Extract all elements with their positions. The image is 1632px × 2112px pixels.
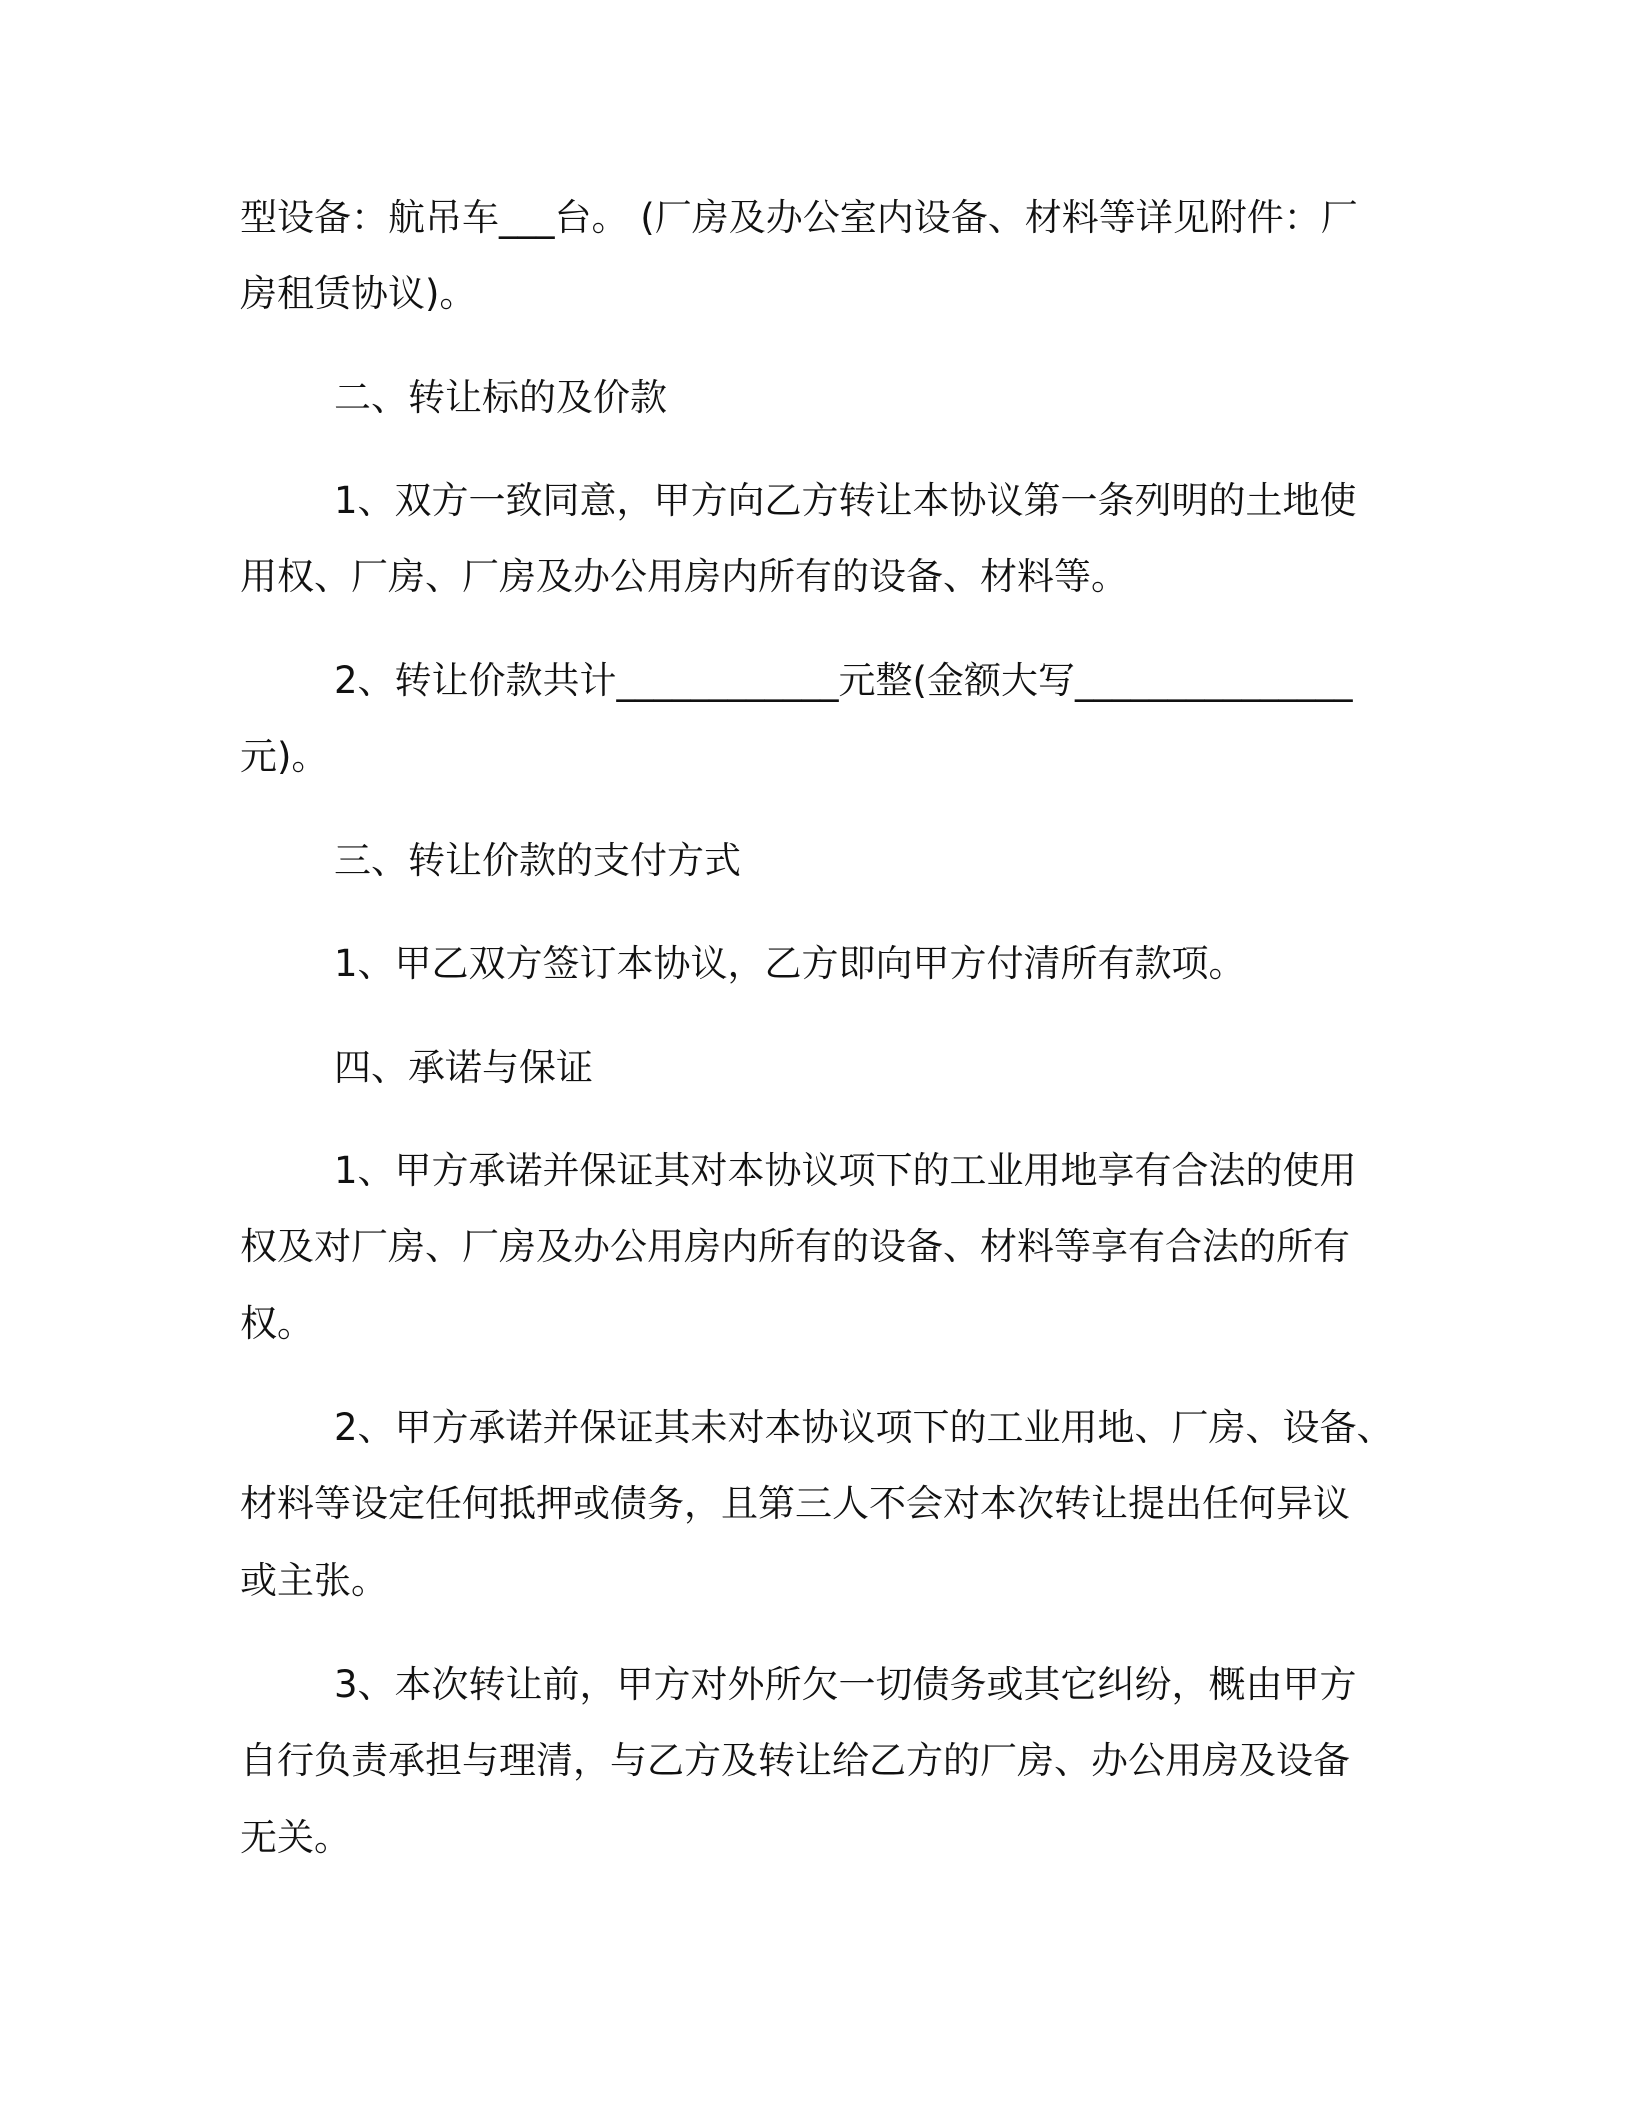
text-line: 自行负责承担与理清，与乙方及转让给乙方的厂房、办公用房及设备 <box>240 1739 1350 1782</box>
text-line: 权。 <box>240 1302 314 1345</box>
text-line: 1、双方一致同意，甲方向乙方转让本协议第一条列明的土地使 <box>334 479 1357 522</box>
text-line: 用权、厂房、厂房及办公用房内所有的设备、材料等。 <box>240 555 1128 598</box>
text-line: 1、甲乙双方签订本协议，乙方即向甲方付清所有款项。 <box>334 942 1246 985</box>
text-line: 无关。 <box>240 1816 351 1859</box>
text-line: 元)。 <box>240 735 329 778</box>
text-line: 权及对厂房、厂房及办公用房内所有的设备、材料等享有合法的所有 <box>240 1225 1350 1268</box>
text-line: 房租赁协议)。 <box>240 272 477 315</box>
section-heading: 三、转让价款的支付方式 <box>334 839 741 882</box>
text-line: 3、本次转让前，甲方对外所欠一切债务或其它纠纷，概由甲方 <box>334 1663 1357 1706</box>
section-heading: 二、转让标的及价款 <box>334 376 667 419</box>
text-line: 型设备：航吊车___台。 (厂房及办公室内设备、材料等详见附件：厂 <box>240 196 1358 239</box>
text-line: 2、甲方承诺并保证其未对本协议项下的工业用地、厂房、设备、 <box>334 1406 1394 1449</box>
text-line: 或主张。 <box>240 1559 388 1602</box>
text-line: 2、转让价款共计____________元整(金额大写_______________ <box>334 659 1353 702</box>
section-heading: 四、承诺与保证 <box>334 1046 593 1089</box>
text-line: 材料等设定任何抵押或债务，且第三人不会对本次转让提出任何异议 <box>240 1482 1350 1525</box>
text-line: 1、甲方承诺并保证其对本协议项下的工业用地享有合法的使用 <box>334 1149 1357 1192</box>
